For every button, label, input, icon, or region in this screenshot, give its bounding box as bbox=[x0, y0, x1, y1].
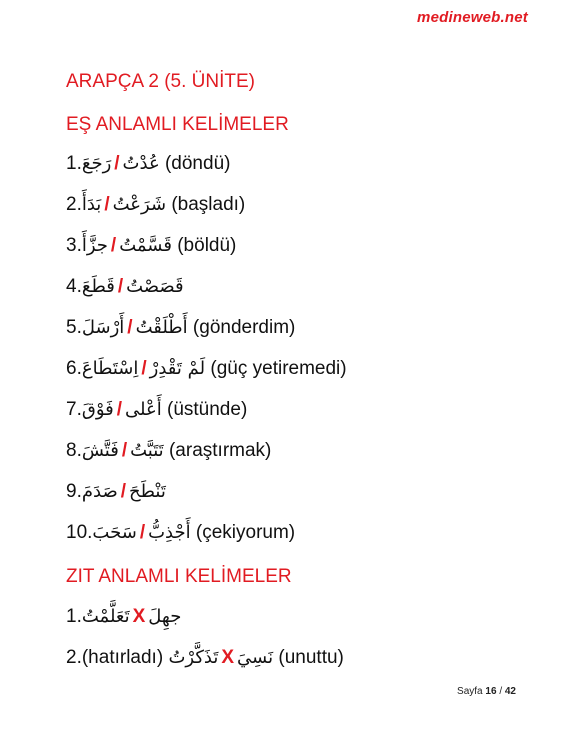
page-title: ARAPÇA 2 (5. ÜNİTE) bbox=[66, 71, 255, 92]
item-number: 6. bbox=[66, 358, 82, 379]
item-number: 4. bbox=[66, 276, 82, 297]
arabic-word: نَسِيَ bbox=[237, 647, 274, 668]
separator: / bbox=[120, 481, 127, 502]
separator: / bbox=[117, 276, 124, 297]
item-number: 5. bbox=[66, 317, 82, 338]
turkish-meaning: (döndü) bbox=[164, 153, 231, 174]
page-label: Sayfa bbox=[457, 686, 483, 697]
separator: X bbox=[132, 606, 146, 627]
item-number: 2. bbox=[66, 647, 82, 668]
item-number: 9. bbox=[66, 481, 82, 502]
turkish-meaning: (hatırladı) bbox=[81, 647, 164, 668]
synonyms-heading: EŞ ANLAMLI KELİMELER bbox=[66, 114, 289, 135]
arabic-word: قَسَّمْتُ bbox=[119, 235, 172, 256]
synonym-row bbox=[66, 153, 230, 175]
item-number: 8. bbox=[66, 440, 82, 461]
page-separator: / bbox=[499, 686, 503, 697]
arabic-word: رَجَعَ bbox=[81, 153, 112, 174]
arabic-word: جزَّأَ bbox=[81, 235, 108, 256]
synonym-row bbox=[66, 522, 295, 544]
item-number: 3. bbox=[66, 235, 82, 256]
turkish-meaning: (araştırmak) bbox=[168, 440, 272, 461]
turkish-meaning: (böldü) bbox=[177, 235, 237, 256]
separator: X bbox=[221, 647, 235, 668]
arabic-word: بَدَأَ bbox=[81, 194, 102, 215]
arabic-word: قَصَصْتُ bbox=[126, 276, 184, 297]
page-footer bbox=[457, 686, 516, 697]
arabic-word: تَعَلَّمْتُ bbox=[81, 606, 130, 627]
arabic-word: لَمْ تَقْدِرْ bbox=[149, 358, 206, 379]
turkish-meaning: (üstünde) bbox=[167, 399, 248, 420]
arabic-word: أَعْلى bbox=[125, 399, 162, 420]
synonym-row bbox=[66, 358, 347, 380]
item-number: 7. bbox=[66, 399, 82, 420]
separator: / bbox=[110, 235, 117, 256]
arabic-word: سَحَبَ bbox=[92, 522, 137, 543]
site-watermark: medineweb.net bbox=[417, 9, 528, 26]
synonym-row bbox=[66, 235, 236, 257]
synonym-row bbox=[66, 481, 166, 503]
separator: / bbox=[139, 522, 146, 543]
arabic-word: فَتَّشَ bbox=[81, 440, 119, 461]
arabic-word: صَدَمَ bbox=[81, 481, 118, 502]
arabic-word: جهِلَ bbox=[148, 606, 182, 627]
turkish-meaning: (çekiyorum) bbox=[195, 522, 296, 543]
arabic-word: أَجْذِبُّ bbox=[148, 522, 191, 543]
separator: / bbox=[104, 194, 110, 215]
turkish-meaning: (gönderdim) bbox=[192, 317, 296, 338]
arabic-word: شَرَعْتُ bbox=[112, 194, 167, 215]
turkish-meaning: (başladı) bbox=[171, 194, 246, 215]
item-number: 10. bbox=[66, 522, 93, 543]
separator: / bbox=[114, 153, 120, 174]
antonyms-heading: ZIT ANLAMLI KELİMELER bbox=[66, 566, 292, 587]
synonym-row bbox=[66, 399, 247, 421]
synonym-row bbox=[66, 276, 184, 298]
arabic-word: تَتَبَّتُ bbox=[130, 440, 164, 461]
arabic-word: عُدْتُ bbox=[122, 153, 160, 174]
arabic-word: أَرْسَلَ bbox=[81, 317, 125, 338]
synonym-row bbox=[66, 194, 245, 216]
turkish-meaning: (güç yetiremedi) bbox=[210, 358, 347, 379]
separator: / bbox=[141, 358, 147, 379]
turkish-meaning: (unuttu) bbox=[278, 647, 344, 668]
synonym-row bbox=[66, 440, 271, 462]
arabic-word: قَطَعَ bbox=[81, 276, 115, 297]
arabic-word: تَذَكَّرْتُ bbox=[168, 647, 219, 668]
arabic-word: اِسْتَطَاعَ bbox=[81, 358, 139, 379]
page-number: 16 bbox=[485, 686, 497, 697]
separator: / bbox=[121, 440, 128, 461]
item-number: 1. bbox=[66, 606, 82, 627]
item-number: 2. bbox=[66, 194, 82, 215]
page-total: 42 bbox=[504, 686, 516, 697]
antonym-row bbox=[66, 647, 344, 669]
arabic-word: أَطْلَقْتُ bbox=[135, 317, 188, 338]
antonym-row bbox=[66, 606, 181, 628]
separator: / bbox=[127, 317, 133, 338]
item-number: 1. bbox=[66, 153, 82, 174]
separator: / bbox=[116, 399, 123, 420]
synonym-row bbox=[66, 317, 295, 339]
arabic-word: فَوْقَ bbox=[81, 399, 114, 420]
arabic-word: تَنْطَحَ bbox=[129, 481, 166, 502]
